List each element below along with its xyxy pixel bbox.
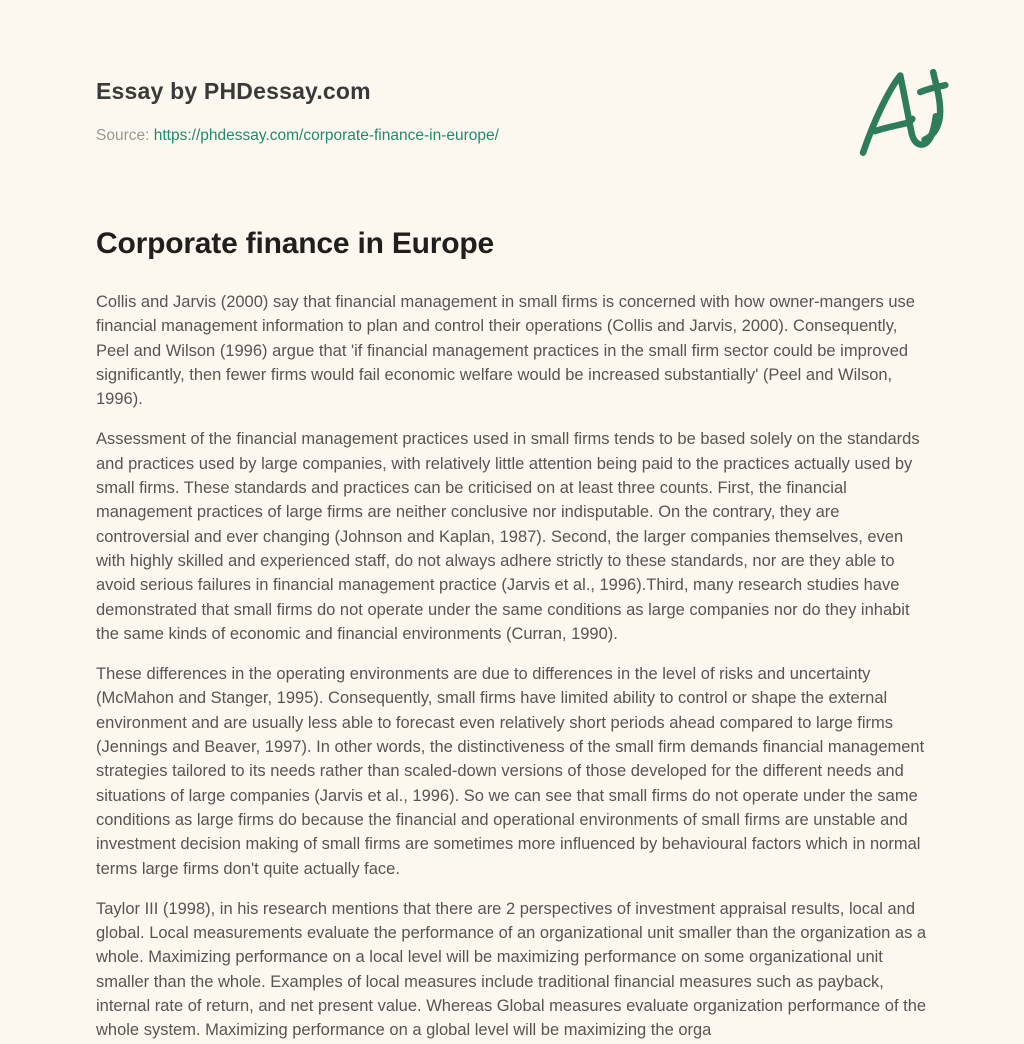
essay-paragraph-4: Taylor III (1998), in his research mentions that there are 2 perspectives of investment appraisal results, local and global. Local measurements evaluate the performance of an organizational unit smaller than the organization as a whole. Maximizing performance on a local level will be maximizing performance on some organizational unit smaller than the whole. Examples of local measures include traditional financial measures such as payback, internal rate of return, and net present value. Whereas Global measures evaluate organization performance of the whole system. Maximizing performance on a global level will be maximizing the orga bbox=[96, 899, 927, 1040]
essay-title: Corporate finance in Europe bbox=[96, 227, 494, 260]
brand-title: Essay by PHDessay.com bbox=[96, 78, 371, 104]
source-url-link[interactable]: https://phdessay.com/corporate-finance-in-europe/ bbox=[153, 127, 499, 144]
essay-article bbox=[96, 227, 928, 1043]
essay-paragraph-1: Collis and Jarvis (2000) say that financial management in small firms is concerned with how owner-mangers use financial management information to plan and control their operations (Collis and Jarvis, 2000). Consequently, Peel and Wilson (1996) argue that 'if financial management practices in the small firm sector could be improved significantly, then fewer firms would fail economic welfare would be increased substantially' (Peel and Wilson, 1996). bbox=[96, 293, 915, 409]
essay-paragraph-3: These differences in the operating environments are due to differences in the level of risks and uncertainty (McMahon and Stanger, 1995). Consequently, small firms have limited ability to control or shape the external environment and are usually less able to forecast even relatively short periods ahead compared to large firms (Jennings and Beaver, 1997). In other words, the distinctiveness of the small firm demands financial management strategies tailored to its needs rather than scaled-down versions of those developed for the different needs and situations of large companies (Jarvis et al., 1996). So we can see that small firms do not operate under the same conditions as large firms do because the financial and operational environments of small firms are unstable and investment decision making of small firms are sometimes more influenced by behavioural factors which in normal terms large firms don't quite actually face. bbox=[96, 665, 925, 878]
page-header bbox=[96, 78, 928, 145]
phdessay-a-plus-logo-icon bbox=[850, 60, 954, 164]
essay-body bbox=[96, 290, 928, 1043]
essay-paragraph-2: Assessment of the financial management practices used in small firms tends to be based solely on the standards and practices used by large companies, with relatively little attention being paid to the practices actually used by small firms. These standards and practices can be criticised on at least three counts. First, the financial management practices of large firms are neither conclusive nor indisputable. On the contrary, they are controversial and ever changing (Johnson and Kaplan, 1987). Second, the larger companies themselves, even with highly skilled and experienced staff, do not always adhere strictly to these standards, nor are they able to avoid serious failures in financial management practice (Jarvis et al., 1996).Third, many research studies have demonstrated that small firms do not operate under the same conditions as large companies nor do they inhabit the same kinds of economic and financial environments (Curran, 1990). bbox=[96, 430, 920, 643]
source-label: Source: bbox=[96, 127, 150, 144]
source-line bbox=[96, 127, 928, 145]
